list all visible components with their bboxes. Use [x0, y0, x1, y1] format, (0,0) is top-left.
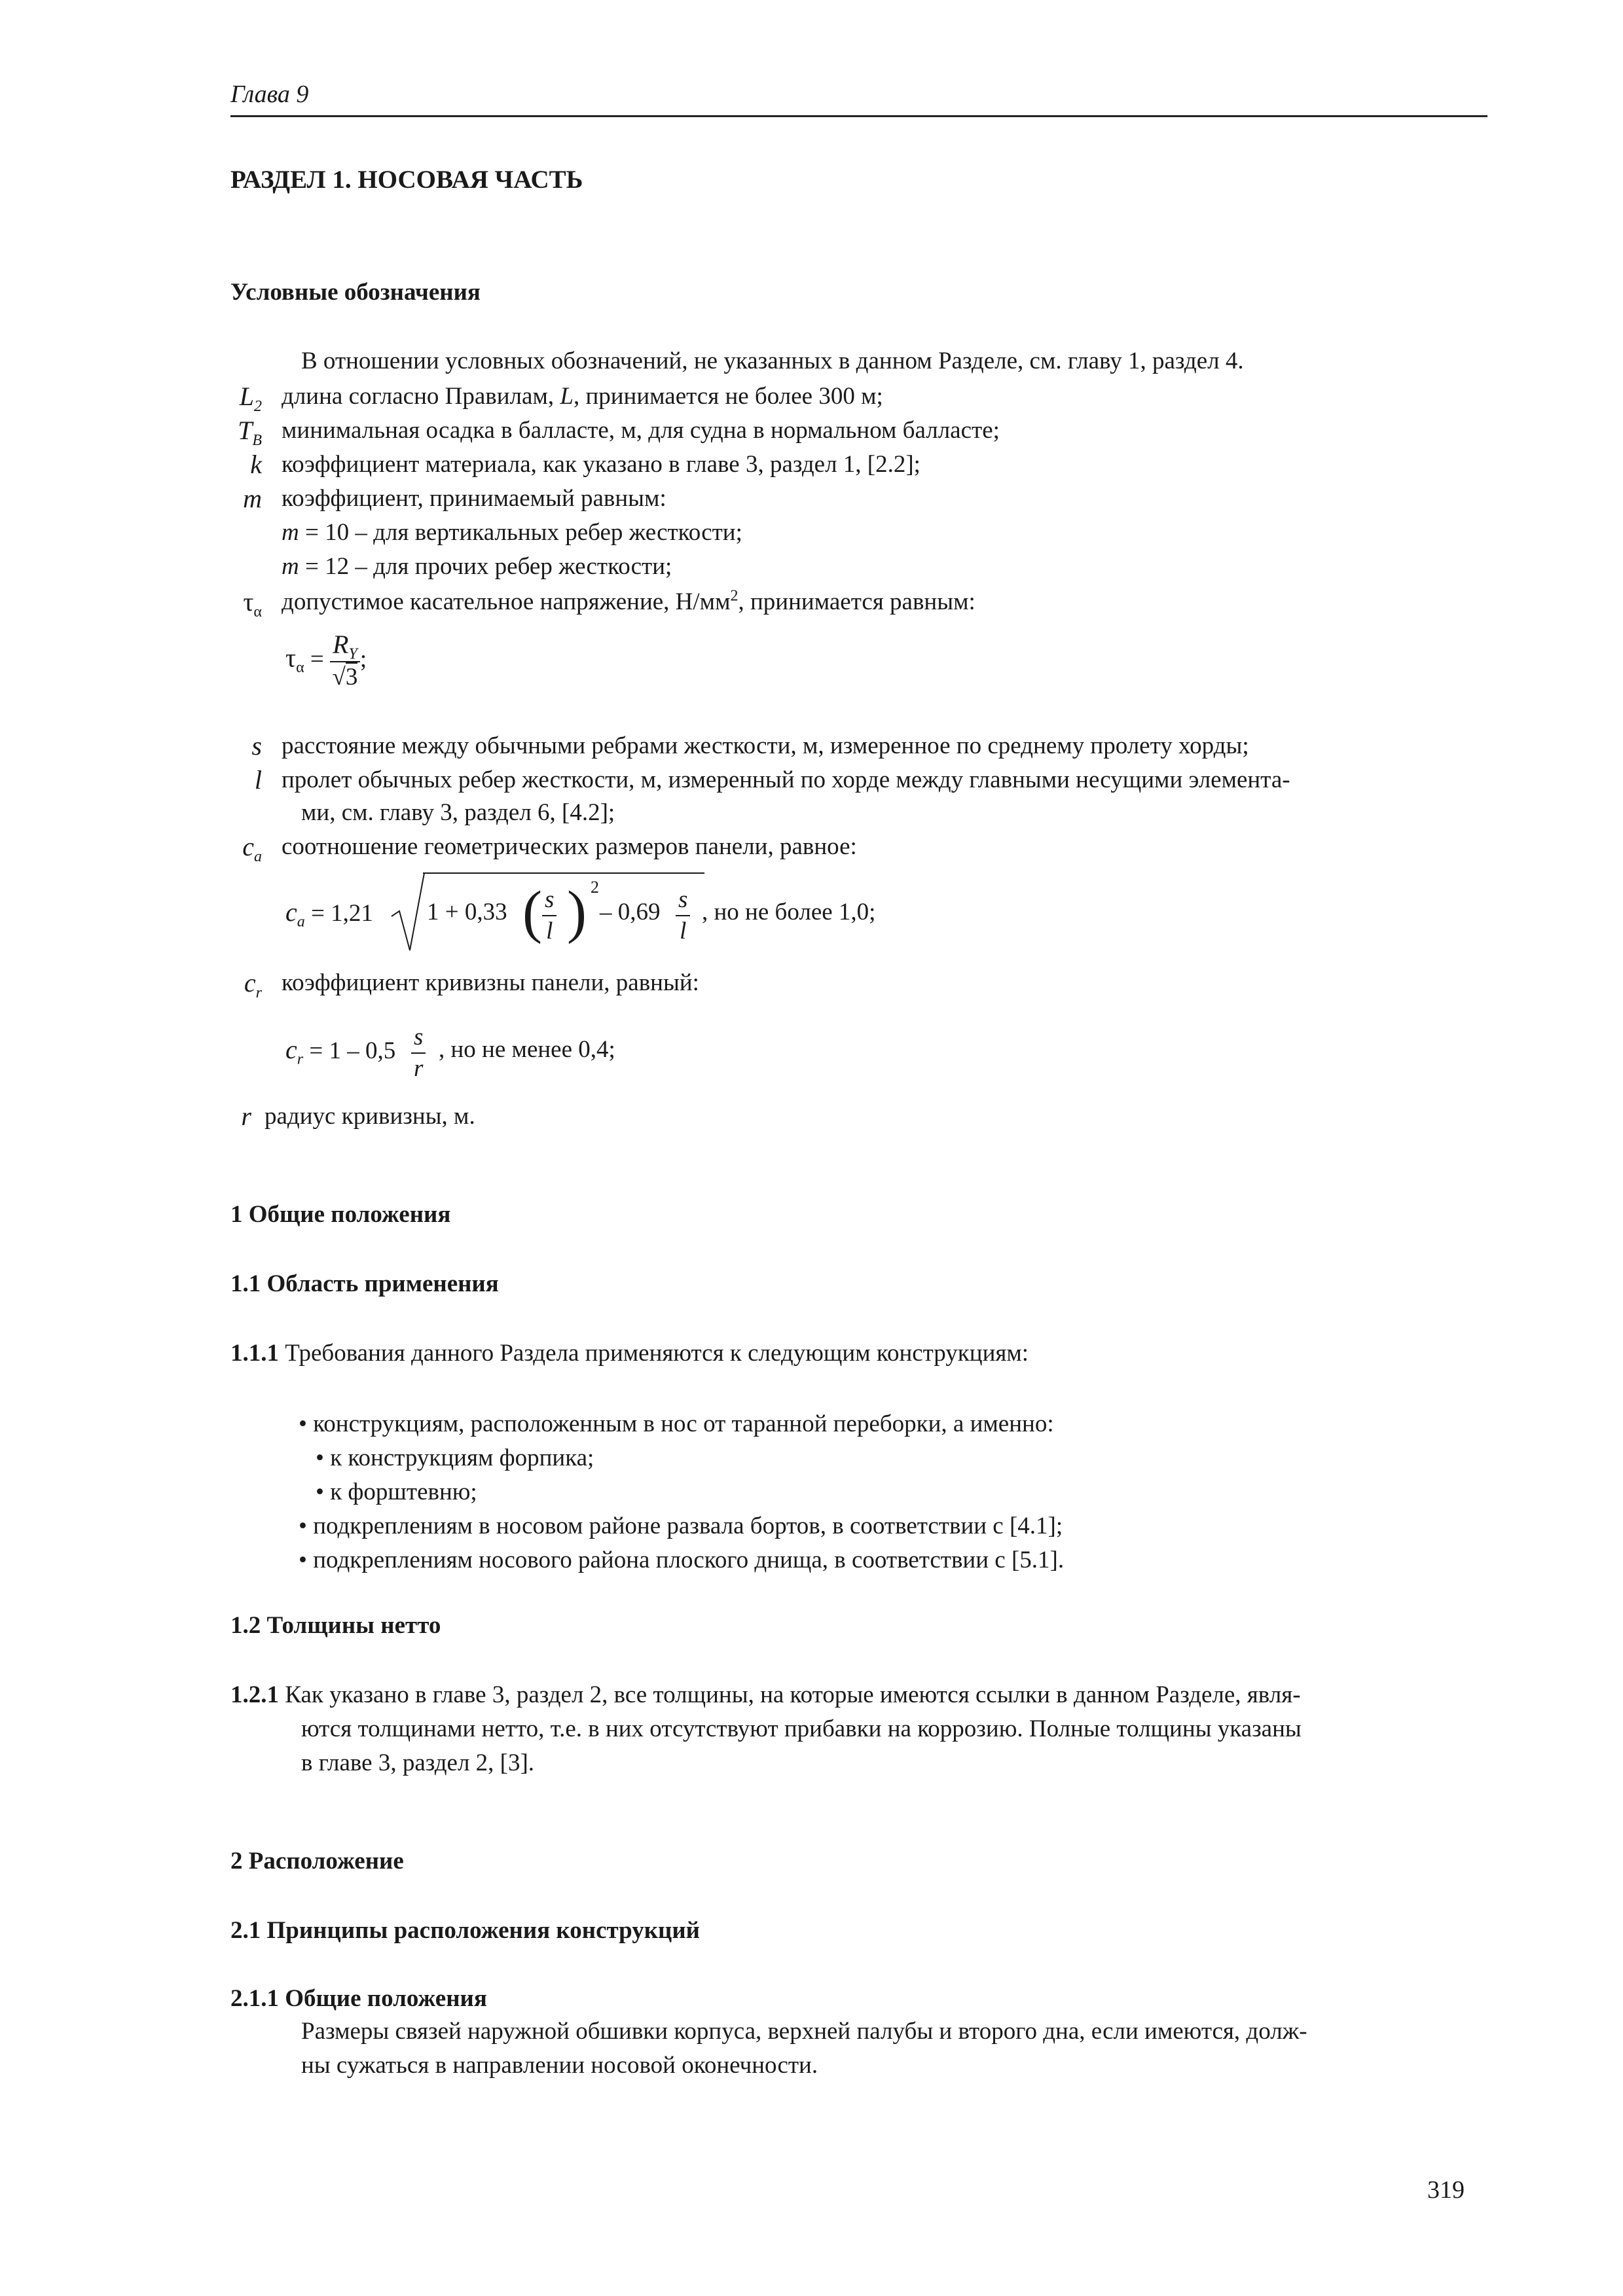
heading-1: 1 Общие положения	[230, 1201, 451, 1228]
def-r: радиус кривизны, м.	[264, 1103, 475, 1130]
heading-1-2: 1.2 Толщины нетто	[230, 1612, 441, 1639]
symbol-s: s	[251, 731, 262, 761]
symbol-L2: $L_2$	[239, 382, 262, 415]
heading-2-1-1: 2.1.1 Общие положения	[230, 1985, 487, 2012]
para-2-1-1-line2: ны сужаться в направлении носовой оконечности.	[301, 2052, 818, 2079]
sqrt-sign	[390, 870, 429, 956]
para-1-2-1-line2: ются толщинами нетто, т.е. в них отсутствуют прибавки на коррозию. Полные толщины указаны	[301, 1715, 1302, 1742]
bullet-item: • конструкциям, расположенным в нос от таранной переборки, а именно:	[299, 1410, 1054, 1437]
chapter-header: Глава 9	[230, 81, 309, 108]
paren-left: (	[522, 880, 542, 944]
tau-fraction: $\frac{R_Y}{√3}$	[330, 630, 360, 692]
sqrt-bar	[423, 872, 704, 874]
para-1-2-1-line1: 1.2.1 Как указано в главе 3, раздел 2, все толщины, на которые имеются ссылки в данном Разделе, явля-	[230, 1681, 1301, 1708]
def-TB: минимальная осадка в балласте, м, для судна в нормальном балласте;	[282, 417, 1000, 444]
paren-right: )	[567, 880, 587, 944]
bullet-subitem: • к форштевню;	[316, 1479, 477, 1505]
heading-1-1: 1.1 Область применения	[230, 1270, 499, 1297]
symbol-l: l	[254, 765, 262, 795]
bullet-item: • подкреплениям носового района плоского днища, в соответствии с [5.1].	[299, 1547, 1065, 1573]
def-ca: соотношение геометрических размеров панели, равное:	[282, 833, 857, 860]
heading-2-1: 2.1 Принципы расположения конструкций	[230, 1917, 700, 1944]
section-title: РАЗДЕЛ 1. НОСОВАЯ ЧАСТЬ	[230, 166, 583, 194]
def-k: коэффициент материала, как указано в главе 3, раздел 1, [2.2];	[282, 451, 921, 478]
def-l-line1: пролет обычных ребер жесткости, м, измеренный по хорде между главными несущими элемента-	[282, 766, 1290, 793]
symbol-m: m	[243, 484, 262, 513]
para-1-1-1: 1.1.1 Требования данного Раздела применяются к следующим конструкциям:	[230, 1340, 1029, 1367]
def-s: расстояние между обычными ребрами жесткости, м, измеренное по среднему пролету хорды;	[282, 732, 1249, 759]
symbol-r: r	[241, 1102, 251, 1131]
page-number: 319	[1427, 2176, 1465, 2204]
symbol-cr: $c_r$	[244, 968, 262, 1001]
def-L2: длина согласно Правилам, L, принимается не более 300 м;	[282, 383, 883, 410]
bullet-item: • подкреплениям в носовом районе развала бортов, в соответствии с [4.1];	[299, 1513, 1063, 1539]
def-cr: коэффициент кривизны панели, равный:	[282, 969, 699, 996]
def-m: коэффициент, принимаемый равным:	[282, 485, 666, 512]
def-m-line1: m = 10 – для вертикальных ребер жесткости;	[282, 519, 742, 546]
symbol-TB: $T_B$	[238, 416, 262, 449]
para-2-1-1-line1: Размеры связей наружной обшивки корпуса, верхней палубы и второго дна, если имеются, долж-	[301, 2018, 1307, 2045]
heading-2: 2 Расположение	[230, 1848, 404, 1874]
ca-frac2: $\frac{s}{l}$	[676, 885, 690, 946]
symbol-k: k	[250, 450, 262, 479]
symbol-ca: $c_a$	[242, 832, 262, 865]
def-m-line2: m = 12 – для прочих ребер жесткости;	[282, 553, 672, 580]
notation-heading: Условные обозначения	[230, 279, 481, 306]
cr-frac: $\frac{s}{r}$	[411, 1022, 426, 1084]
symbol-tau: $\tau_\alpha$	[243, 587, 262, 620]
bullet-subitem: • к конструкциям форпика;	[316, 1444, 594, 1471]
notation-intro: В отношении условных обозначений, не указанных в данном Разделе, см. главу 1, раздел 4.	[301, 348, 1244, 374]
formula-tau: $\tau_\alpha$ = $\frac{R_Y}{√3}$ ;	[285, 630, 367, 692]
ca-frac1: $\frac{s}{l}$	[542, 885, 556, 946]
para-1-2-1-line3: в главе 3, раздел 2, [3].	[301, 1749, 535, 1776]
header-rule	[230, 115, 1487, 117]
def-l-line2: ми, см. главу 3, раздел 6, [4.2];	[301, 799, 615, 826]
def-tau: допустимое касательное напряжение, $Н/мм^2$, принимается равным:	[282, 587, 976, 615]
